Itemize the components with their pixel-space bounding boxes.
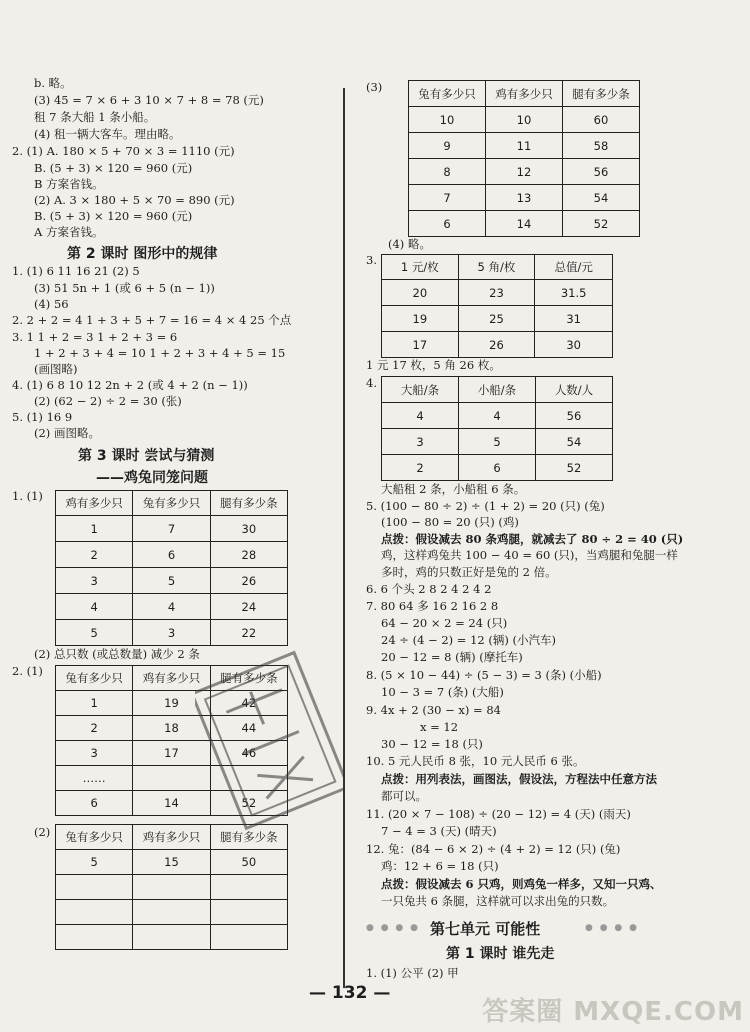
table-cell: 6	[409, 211, 486, 237]
table-cell	[210, 875, 287, 900]
answer-line: (2) 画图略。	[34, 426, 100, 440]
answer-line: 5. (100 − 80 ÷ 2) ÷ (1 + 2) = 20 (只) (兔)	[366, 499, 605, 513]
table-cell: 13	[486, 185, 563, 211]
section-subheading: ——鸡兔同笼问题	[96, 470, 208, 486]
answer-line: (2) 总只数 (或总数量) 减少 2 条	[34, 647, 200, 661]
table-cell: 2	[56, 542, 133, 568]
table-cell: 11	[486, 133, 563, 159]
question-number: (2)	[34, 825, 51, 839]
answer-line: 鸡，这样鸡兔共 100 − 40 = 60 (只)，当鸡腿和兔腿一样	[381, 548, 678, 562]
table-cell: 26	[458, 332, 535, 358]
table-cell: 5	[133, 568, 210, 594]
table-cell: 1	[56, 691, 133, 716]
answer-line: 20 − 12 = 8 (辆) (摩托车)	[381, 650, 523, 664]
table-header: 腿有多少条	[210, 666, 287, 691]
hint-line: 点拨：用列表法，画图法，假设法，方程法中任意方法	[381, 772, 657, 786]
answer-line: 2. (1) A. 180 × 5 + 70 × 3 = 1110 (元)	[12, 144, 235, 158]
table-cell: 31.5	[535, 280, 613, 306]
answer-line: (4) 租一辆大客车。理由略。	[34, 127, 181, 141]
table-cell: 23	[458, 280, 535, 306]
answer-line: 鸡：12 + 6 = 18 (只)	[381, 859, 499, 873]
table-cell: 5	[459, 429, 536, 455]
table-cell: 28	[210, 542, 287, 568]
table-cell: 22	[210, 620, 287, 646]
table-cell: 54	[563, 185, 640, 211]
answer-line: 10 − 3 = 7 (条) (大船)	[381, 685, 504, 699]
table-row	[409, 211, 640, 237]
table-cell: 52	[210, 791, 287, 816]
table-cell: 54	[536, 429, 613, 455]
table-row	[409, 107, 640, 133]
table-cell: 50	[210, 850, 287, 875]
answer-line: B 方案省钱。	[34, 177, 104, 191]
table-cell: 4	[459, 403, 536, 429]
table-cell: 56	[536, 403, 613, 429]
table-header: 兔有多少只	[56, 666, 133, 691]
table-cell	[56, 925, 133, 950]
table-cell	[210, 925, 287, 950]
answer-line: 1. (1) 6 11 16 21 (2) 5	[12, 264, 140, 278]
table-row	[56, 516, 288, 542]
answer-line: B. (5 + 3) × 120 = 960 (元)	[34, 209, 193, 223]
table-header: 鸡有多少只	[486, 81, 563, 107]
table-cell: 1	[56, 516, 133, 542]
table-cell: 18	[133, 716, 210, 741]
answer-line: 8. (5 × 10 − 44) ÷ (5 − 3) = 3 (条) (小船)	[366, 668, 602, 682]
answer-line: 一只兔共 6 条腿，这样就可以求出兔的只数。	[381, 894, 615, 908]
answer-line: (2) A. 3 × 180 + 5 × 70 = 890 (元)	[34, 193, 235, 207]
table-cell: 56	[563, 159, 640, 185]
table-cell: 14	[133, 791, 210, 816]
table-cell: 42	[210, 691, 287, 716]
answer-line: (100 − 80 = 20 (只) (鸡)	[381, 515, 519, 529]
table-cell: 14	[486, 211, 563, 237]
table-row	[382, 403, 613, 429]
table-cell: 6	[459, 455, 536, 481]
table-row	[382, 429, 613, 455]
answer-line: 2. 2 + 2 = 4 1 + 3 + 5 + 7 = 16 = 4 × 4 25 个点	[12, 313, 292, 327]
question-number: (3)	[366, 80, 383, 94]
table-cell: 26	[210, 568, 287, 594]
table-cell: 17	[382, 332, 459, 358]
table-header: 小船/条	[459, 377, 536, 403]
hint-line: 点拨：假设减去 6 只鸡，则鸡兔一样多，又知一只鸡、	[381, 877, 662, 891]
table-chicken-rabbit-3	[55, 824, 288, 950]
answer-line: 24 ÷ (4 − 2) = 12 (辆) (小汽车)	[381, 633, 556, 647]
table-cell: 60	[563, 107, 640, 133]
answer-line: 4. (1) 6 8 10 12 2n + 2 (或 4 + 2 (n − 1))	[12, 378, 248, 392]
answer-line: 1. (1) 公平 (2) 甲	[366, 966, 459, 980]
answer-line: 6. 6 个头 2 8 2 4 2 4 2	[366, 582, 492, 596]
answer-line: 3. 1 1 + 2 = 3 1 + 2 + 3 = 6	[12, 330, 178, 344]
answer-line: A 方案省钱。	[34, 225, 104, 239]
answer-line: (3) 51 5n + 1 (或 6 + 5 (n − 1))	[34, 281, 215, 295]
answer-line: 64 − 20 × 2 = 24 (只)	[381, 616, 508, 630]
table-cell: 6	[56, 791, 133, 816]
section-heading: 第 3 课时 尝试与猜测	[78, 448, 215, 464]
answer-line: 10. 5 元人民币 8 张，10 元人民币 6 张。	[366, 754, 585, 768]
answer-line: x = 12	[420, 720, 459, 734]
table-row	[56, 594, 288, 620]
table-cell	[210, 900, 287, 925]
table-cell	[56, 875, 133, 900]
table-header: 腿有多少条	[210, 825, 287, 850]
question-number: 3.	[366, 253, 377, 267]
answer-line: 30 − 12 = 18 (只)	[381, 737, 483, 751]
table-header: 5 角/枚	[458, 255, 535, 280]
answer-line: 9. 4x + 2 (30 − x) = 84	[366, 703, 501, 717]
decorative-dots: ● ● ● ●	[585, 923, 639, 933]
answer-line: b. 略。	[34, 76, 72, 90]
answer-line: 11. (20 × 7 − 108) ÷ (20 − 12) = 4 (天) (雨天)	[366, 807, 631, 821]
answer-line: B. (5 + 3) × 120 = 960 (元)	[34, 161, 193, 175]
table-row	[56, 850, 288, 875]
table-cell: 5	[56, 620, 133, 646]
table-row	[382, 280, 613, 306]
table-cell	[56, 900, 133, 925]
table-header: 大船/条	[382, 377, 459, 403]
table-row	[56, 542, 288, 568]
table-header: 总值/元	[535, 255, 613, 280]
table-cell: 3	[133, 620, 210, 646]
table-cell: 7	[409, 185, 486, 211]
table-cell: 4	[382, 403, 459, 429]
answer-line: (4) 略。	[388, 237, 431, 251]
table-header: 兔有多少只	[56, 825, 133, 850]
section-heading: 第 1 课时 谁先走	[446, 946, 555, 962]
table-row	[56, 568, 288, 594]
answer-line: 都可以。	[381, 789, 427, 803]
table-cell: 24	[210, 594, 287, 620]
answer-line: 12. 兔：(84 − 6 × 2) ÷ (4 + 2) = 12 (只) (兔)	[366, 842, 621, 856]
answer-line: (画图略)	[34, 362, 78, 376]
table-row	[382, 455, 613, 481]
answer-line: 多时，鸡的只数正好是兔的 2 倍。	[381, 565, 557, 579]
table-cell: 10	[409, 107, 486, 133]
table-cell: 6	[133, 542, 210, 568]
table-cell: 3	[56, 568, 133, 594]
table-cell: 10	[486, 107, 563, 133]
table-cell: 8	[409, 159, 486, 185]
table-cell: ……	[56, 766, 133, 791]
table-cell: 15	[133, 850, 210, 875]
table-cell: 46	[210, 741, 287, 766]
table-cell: 4	[56, 594, 133, 620]
table-cell	[133, 875, 210, 900]
watermark: 答案圈 MXQE.COM	[482, 997, 744, 1027]
answer-line: 租 7 条大船 1 条小船。	[34, 110, 156, 124]
table-boats	[381, 376, 613, 481]
table-row	[409, 159, 640, 185]
column-divider	[343, 88, 345, 988]
answer-line: 7 − 4 = 3 (天) (晴天)	[381, 824, 497, 838]
table-cell: 5	[56, 850, 133, 875]
table-row	[56, 875, 288, 900]
page-number: — 132 —	[309, 983, 391, 1003]
table-cell: 25	[458, 306, 535, 332]
table-header: 兔有多少只	[133, 491, 210, 516]
table-row	[409, 185, 640, 211]
table-header: 1 元/枚	[382, 255, 459, 280]
table-cell: 44	[210, 716, 287, 741]
table-cell: 31	[535, 306, 613, 332]
table-chicken-rabbit-1	[55, 490, 288, 646]
table-cell: 20	[382, 280, 459, 306]
answer-line: 1 元 17 枚，5 角 26 枚。	[366, 358, 501, 372]
question-number: 2. (1)	[12, 664, 43, 678]
table-header: 鸡有多少只	[133, 666, 210, 691]
table-cell: 9	[409, 133, 486, 159]
answer-line: 5. (1) 16 9	[12, 410, 73, 424]
table-cell: 52	[536, 455, 613, 481]
table-cell: 52	[563, 211, 640, 237]
table-header: 兔有多少只	[409, 81, 486, 107]
answer-line: (2) (62 − 2) ÷ 2 = 30 (张)	[34, 394, 182, 408]
table-row	[382, 306, 613, 332]
table-header: 鸡有多少只	[133, 825, 210, 850]
answer-line: (4) 56	[34, 297, 69, 311]
table-cell: 58	[563, 133, 640, 159]
table-cell: 17	[133, 741, 210, 766]
table-cell	[133, 900, 210, 925]
table-cell: 19	[133, 691, 210, 716]
table-chicken-rabbit-4	[408, 80, 640, 237]
table-header: 人数/人	[536, 377, 613, 403]
table-cell: 3	[56, 741, 133, 766]
table-header: 腿有多少条	[563, 81, 640, 107]
table-cell: 19	[382, 306, 459, 332]
answer-line: 大船租 2 条，小船租 6 条。	[381, 482, 526, 496]
question-number: 4.	[366, 376, 377, 390]
stamp-seal-icon	[195, 648, 345, 833]
table-cell: 3	[382, 429, 459, 455]
unit-heading: 第七单元 可能性	[430, 920, 541, 938]
answer-line: (3) 45 = 7 × 6 + 3 10 × 7 + 8 = 78 (元)	[34, 93, 264, 107]
section-heading: 第 2 课时 图形中的规律	[67, 246, 218, 262]
table-cell: 2	[382, 455, 459, 481]
table-row	[56, 620, 288, 646]
hint-line: 点拨：假设减去 80 条鸡腿，就减去了 80 ÷ 2 = 40 (只)	[381, 532, 684, 546]
table-row	[409, 133, 640, 159]
decorative-dots: ● ● ● ●	[366, 923, 420, 933]
table-cell: 2	[56, 716, 133, 741]
table-header: 鸡有多少只	[56, 491, 133, 516]
table-cell: 30	[535, 332, 613, 358]
answer-line: 1 + 2 + 3 + 4 = 10 1 + 2 + 3 + 4 + 5 = 15	[34, 346, 286, 360]
table-cell: 7	[133, 516, 210, 542]
answer-line: 7. 80 64 多 16 2 16 2 8	[366, 599, 499, 613]
question-number: 1. (1)	[12, 489, 43, 503]
table-row	[382, 332, 613, 358]
table-row	[56, 900, 288, 925]
table-cell: 4	[133, 594, 210, 620]
table-header: 腿有多少条	[210, 491, 287, 516]
table-cell: 30	[210, 516, 287, 542]
table-coins	[381, 254, 613, 358]
table-cell	[133, 925, 210, 950]
table-row	[56, 925, 288, 950]
table-cell: 12	[486, 159, 563, 185]
